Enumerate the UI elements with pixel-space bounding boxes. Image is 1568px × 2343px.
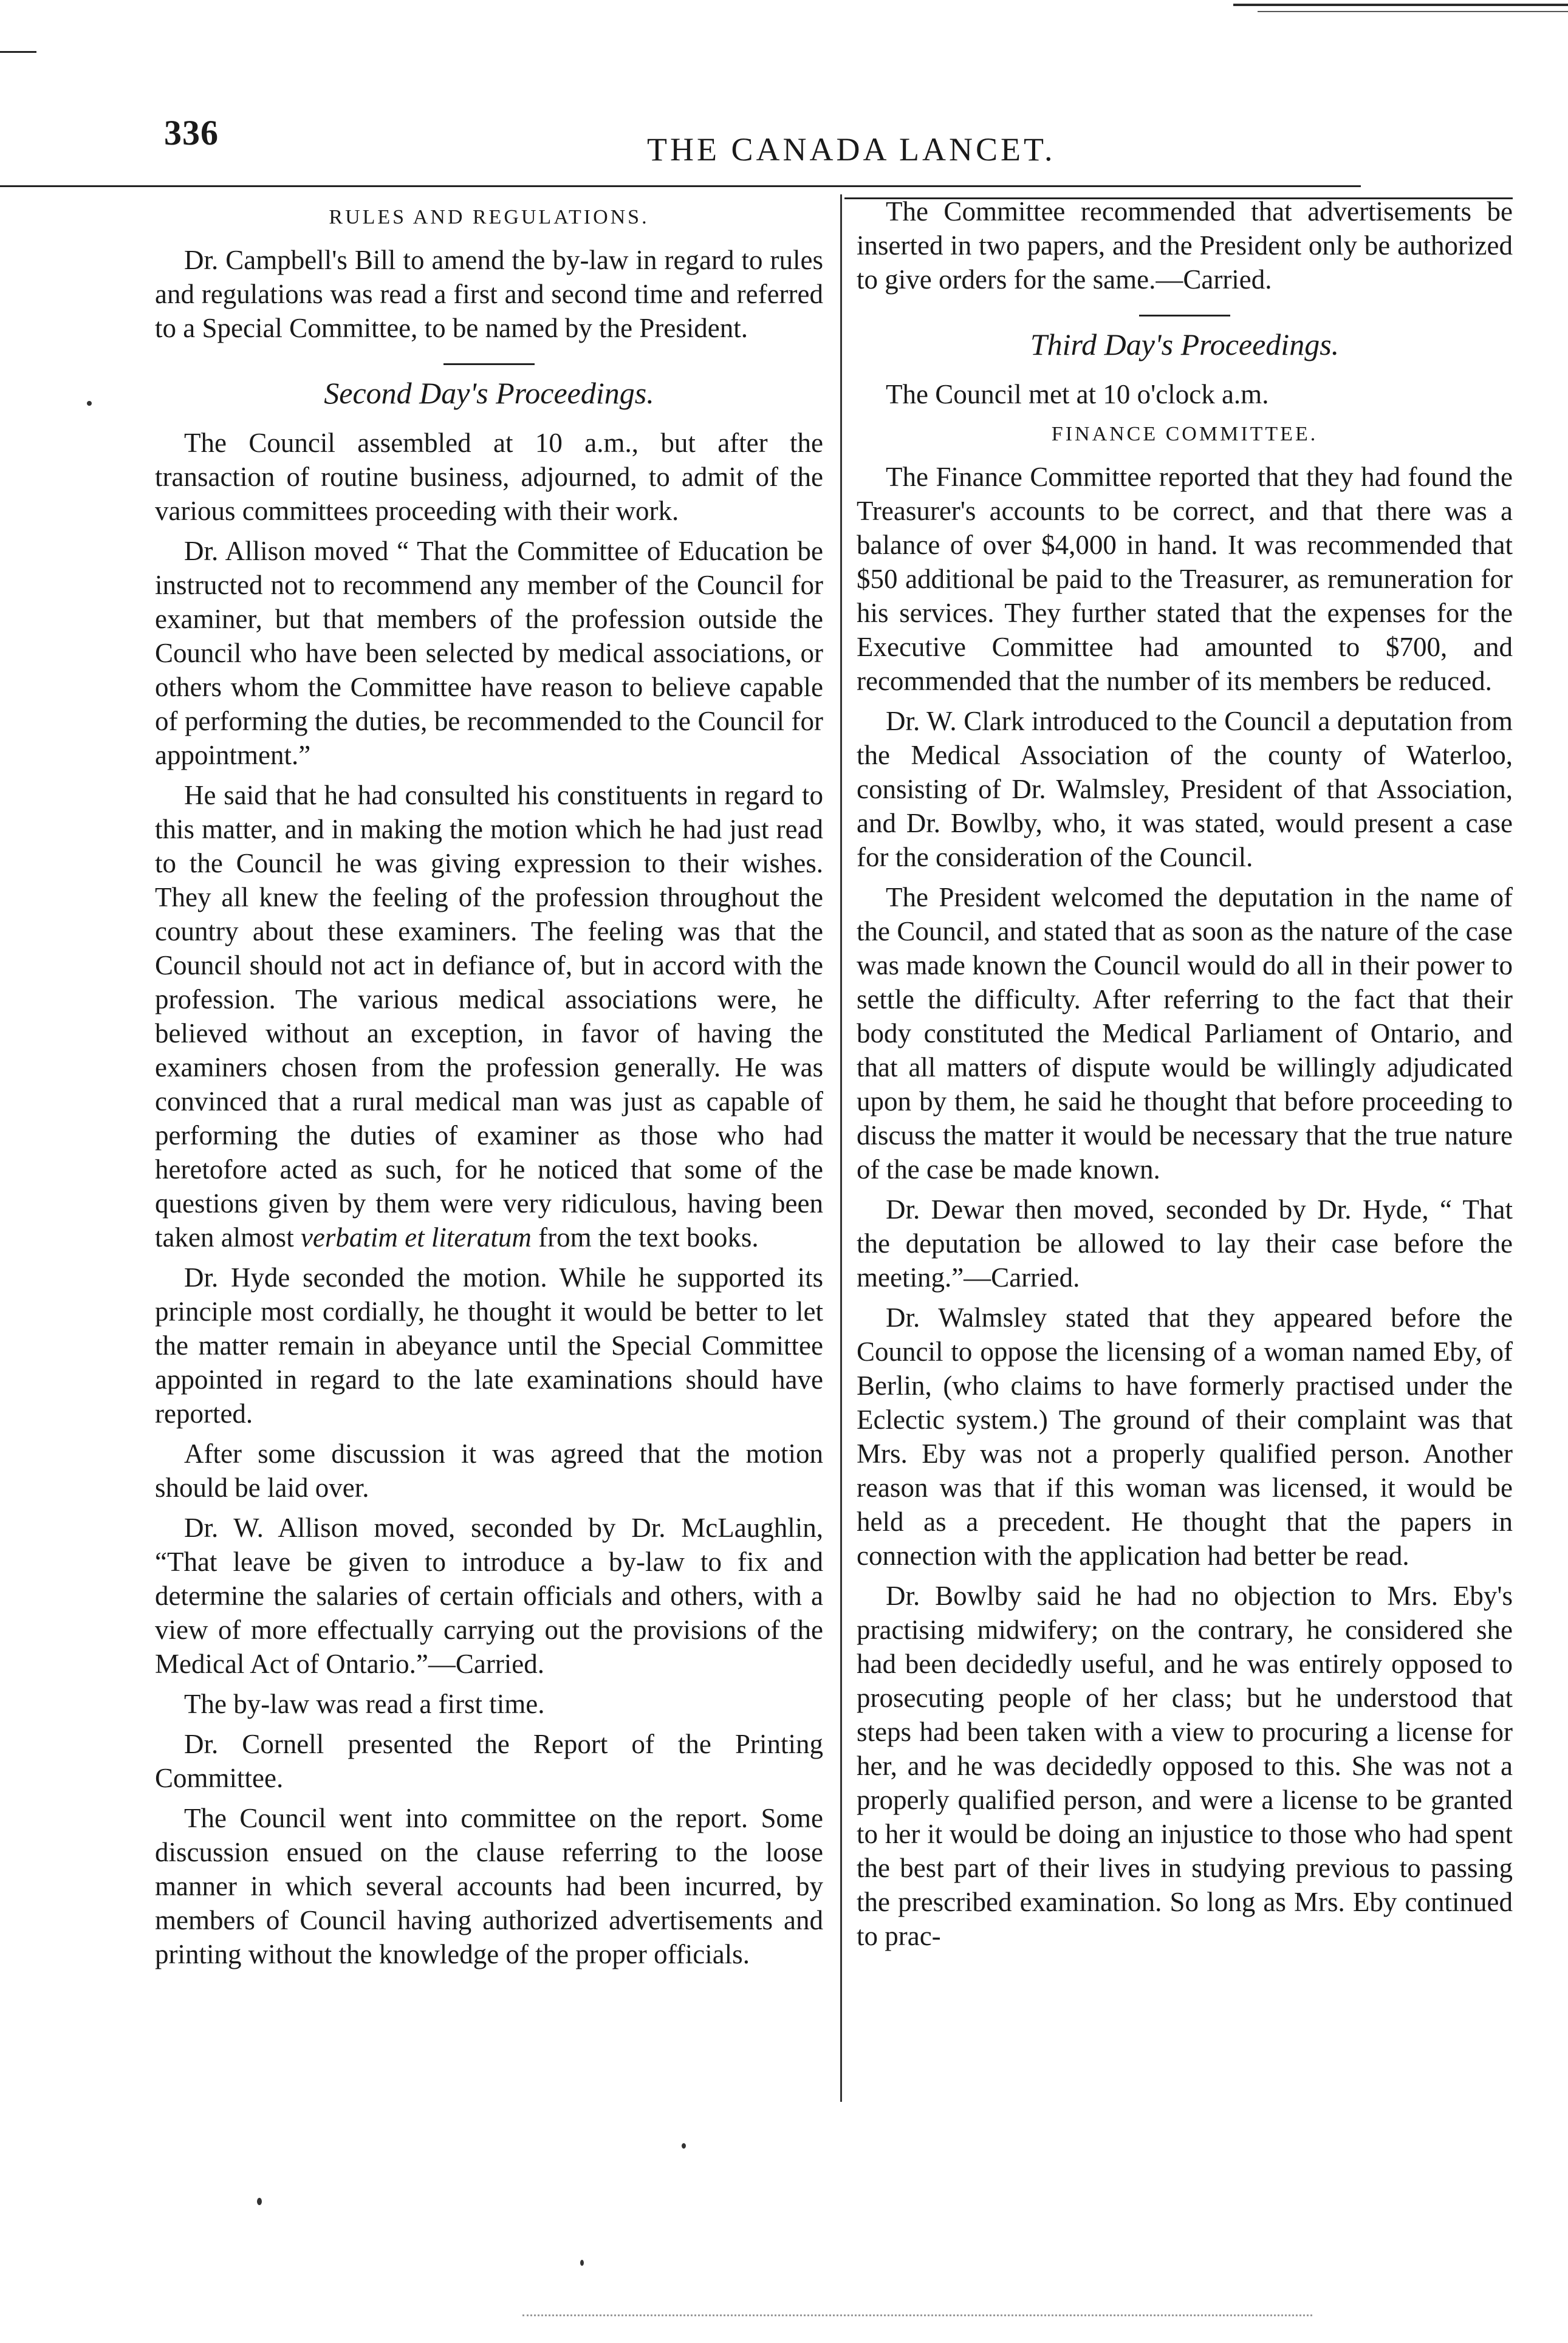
paragraph: Dr. W. Allison moved, seconded by Dr. McLaughlin, “That leave be given to introduce a by-law to fix and determine the salaries of certain officials and others, with a view of more effectually carrying out the provisions of the Medical Act of Ontario.”—Carried. bbox=[155, 1513, 823, 1679]
corner-mark bbox=[0, 43, 36, 53]
scan-speck bbox=[87, 401, 92, 406]
paragraph: The Council met at 10 o'clock a.m. bbox=[886, 379, 1269, 409]
paragraph: Dr. Cornell presented the Report of the Printing Committee. bbox=[155, 1729, 823, 1793]
paragraph-tail: from the text books. bbox=[538, 1222, 759, 1253]
header-rule bbox=[0, 185, 1361, 187]
paragraph: Dr. Walmsley stated that they appeared before the Council to oppose the licensing of a woman named Eby, of Berlin, (who claims to have formerly practised under the Eclectic system.) The ground of their complaint was that Mrs. Eby was not a properly qualified person. Another reason was that if this woman was licensed, it would be held as a precedent. He thought that the papers in connection with the application had better be read. bbox=[857, 1302, 1513, 1571]
paragraph: The Finance Committee reported that they had found the Treasurer's accounts to be correct, and that there was a balance of over $4,000 in hand. It was recommended that $50 additional be paid to the Treasurer, as remuneration for his services. They further stated that the expenses for the Executive Committee had amounted to $700, and recommended that the number of its members be reduced. bbox=[857, 462, 1513, 696]
top-border-rule-thin bbox=[1258, 11, 1568, 12]
paragraph: The Committee recommended that advertisements be inserted in two papers, and the President only be authorized to give orders for the same.—Carried. bbox=[857, 196, 1513, 295]
paragraph: Dr. Allison moved “ That the Committee of Education be instructed not to recommend any member of the Council for examiner, but that members of the profession outside the Council who have been selected by medical associations, or others whom the Committee have reason to believe capable of performing the duties, be recommended to the Council for appointment.” bbox=[155, 536, 823, 770]
section-heading-rules: RULES AND REGULATIONS. bbox=[329, 206, 649, 228]
paragraph: The President welcomed the deputation in the name of the Council, and stated that as soon as the nature of the case was made known the Council would do all in their power to settle the difficulty. After referring to the fact that their body constituted the Medical Parliament of Ontario, and that all matters of dispute would be willingly adjudicated upon by them, he said he thought that before proceeding to discuss the matter it would be necessary that the true nature of the case be made known. bbox=[857, 882, 1513, 1185]
left-column bbox=[155, 194, 823, 1977]
page-number: 336 bbox=[164, 113, 219, 152]
paragraph: After some discussion it was agreed that the motion should be laid over. bbox=[155, 1438, 823, 1503]
running-head bbox=[155, 112, 1510, 167]
paragraph: Dr. Hyde seconded the motion. While he supported its principle most cordially, he thought it would be better to let the matter remain in abeyance until the Special Committee appointed in regard to the late examinations should have reported. bbox=[155, 1262, 823, 1429]
paragraph: Dr. W. Clark introduced to the Council a deputation from the Medical Association of the county of Waterloo, consisting of Dr. Walmsley, President of that Association, and Dr. Bowlby, who, it was stated, would present a case for the consideration of the Council. bbox=[857, 706, 1513, 872]
right-column bbox=[857, 194, 1513, 1959]
paragraph: The by-law was read a first time. bbox=[184, 1689, 545, 1719]
section-heading-finance: FINANCE COMMITTEE. bbox=[1051, 423, 1318, 445]
section-heading-third-day: Third Day's Proceedings. bbox=[1030, 327, 1340, 361]
scan-noise bbox=[522, 2314, 1312, 2318]
running-title: THE CANADA LANCET. bbox=[647, 131, 1056, 168]
column-divider bbox=[840, 194, 842, 2102]
paragraph: Dr. Campbell's Bill to amend the by-law in regard to rules and regulations was read a first and second time and referred to a Special Committee, to be named by the President. bbox=[155, 245, 823, 343]
scan-speck bbox=[682, 2143, 686, 2149]
paragraph: The Council went into committee on the report. Some discussion ensued on the clause referring to the loose manner in which several accounts had been incurred, by members of Council having authorized advertisements and printing without the knowledge of the proper officials. bbox=[155, 1803, 823, 1969]
paragraph: Dr. Bowlby said he had no objection to Mrs. Eby's practising midwifery; on the contrary, he considered she had been decidedly useful, and he was entirely opposed to prosecuting people of her class; but he understood that steps had been taken with a view to procuring a license for her, and he was decidedly opposed to this. She was not a properly qualified person, and were a license to be granted to her it would be doing an injustice to those who had spent the best part of their lives in studying previous to passing the prescribed examination. So long as Mrs. Eby continued to prac- bbox=[857, 1581, 1513, 1951]
section-heading-second-day: Second Day's Proceedings. bbox=[324, 376, 654, 410]
paragraph: Dr. Dewar then moved, seconded by Dr. Hyde, “ That the deputation be allowed to lay their case before the meeting.”—Carried. bbox=[857, 1194, 1513, 1293]
top-border-rule bbox=[1233, 4, 1568, 6]
paragraph-text: He said that he had consulted his constituents in regard to this matter, and in making the motion which he had just read to the Council he was giving expression to their wishes. They all knew the feeling of the profession throughout the country about these examiners. The feeling was that the Council should not act in defiance of, but in accord with the profession. The various medical associations were, he believed without an exception, in favor of having the examiners chosen from the profession generally. He was convinced that a rural medical man was just as capable of performing the duties of examiner as those who had heretofore acted as such, for he noticed that some of the questions given by them were very ridiculous, having been taken almost bbox=[155, 780, 823, 1253]
paragraph-with-italic bbox=[155, 778, 823, 1254]
section-divider bbox=[443, 363, 535, 365]
section-divider bbox=[1139, 315, 1230, 316]
paragraph: The Council assembled at 10 a.m., but after the transaction of routine business, adjourned, to admit of the various committees proceeding with their work. bbox=[155, 428, 823, 526]
scan-speck bbox=[257, 2198, 262, 2205]
italic-phrase: verbatim et literatum bbox=[300, 1222, 532, 1253]
scan-speck bbox=[580, 2260, 584, 2266]
